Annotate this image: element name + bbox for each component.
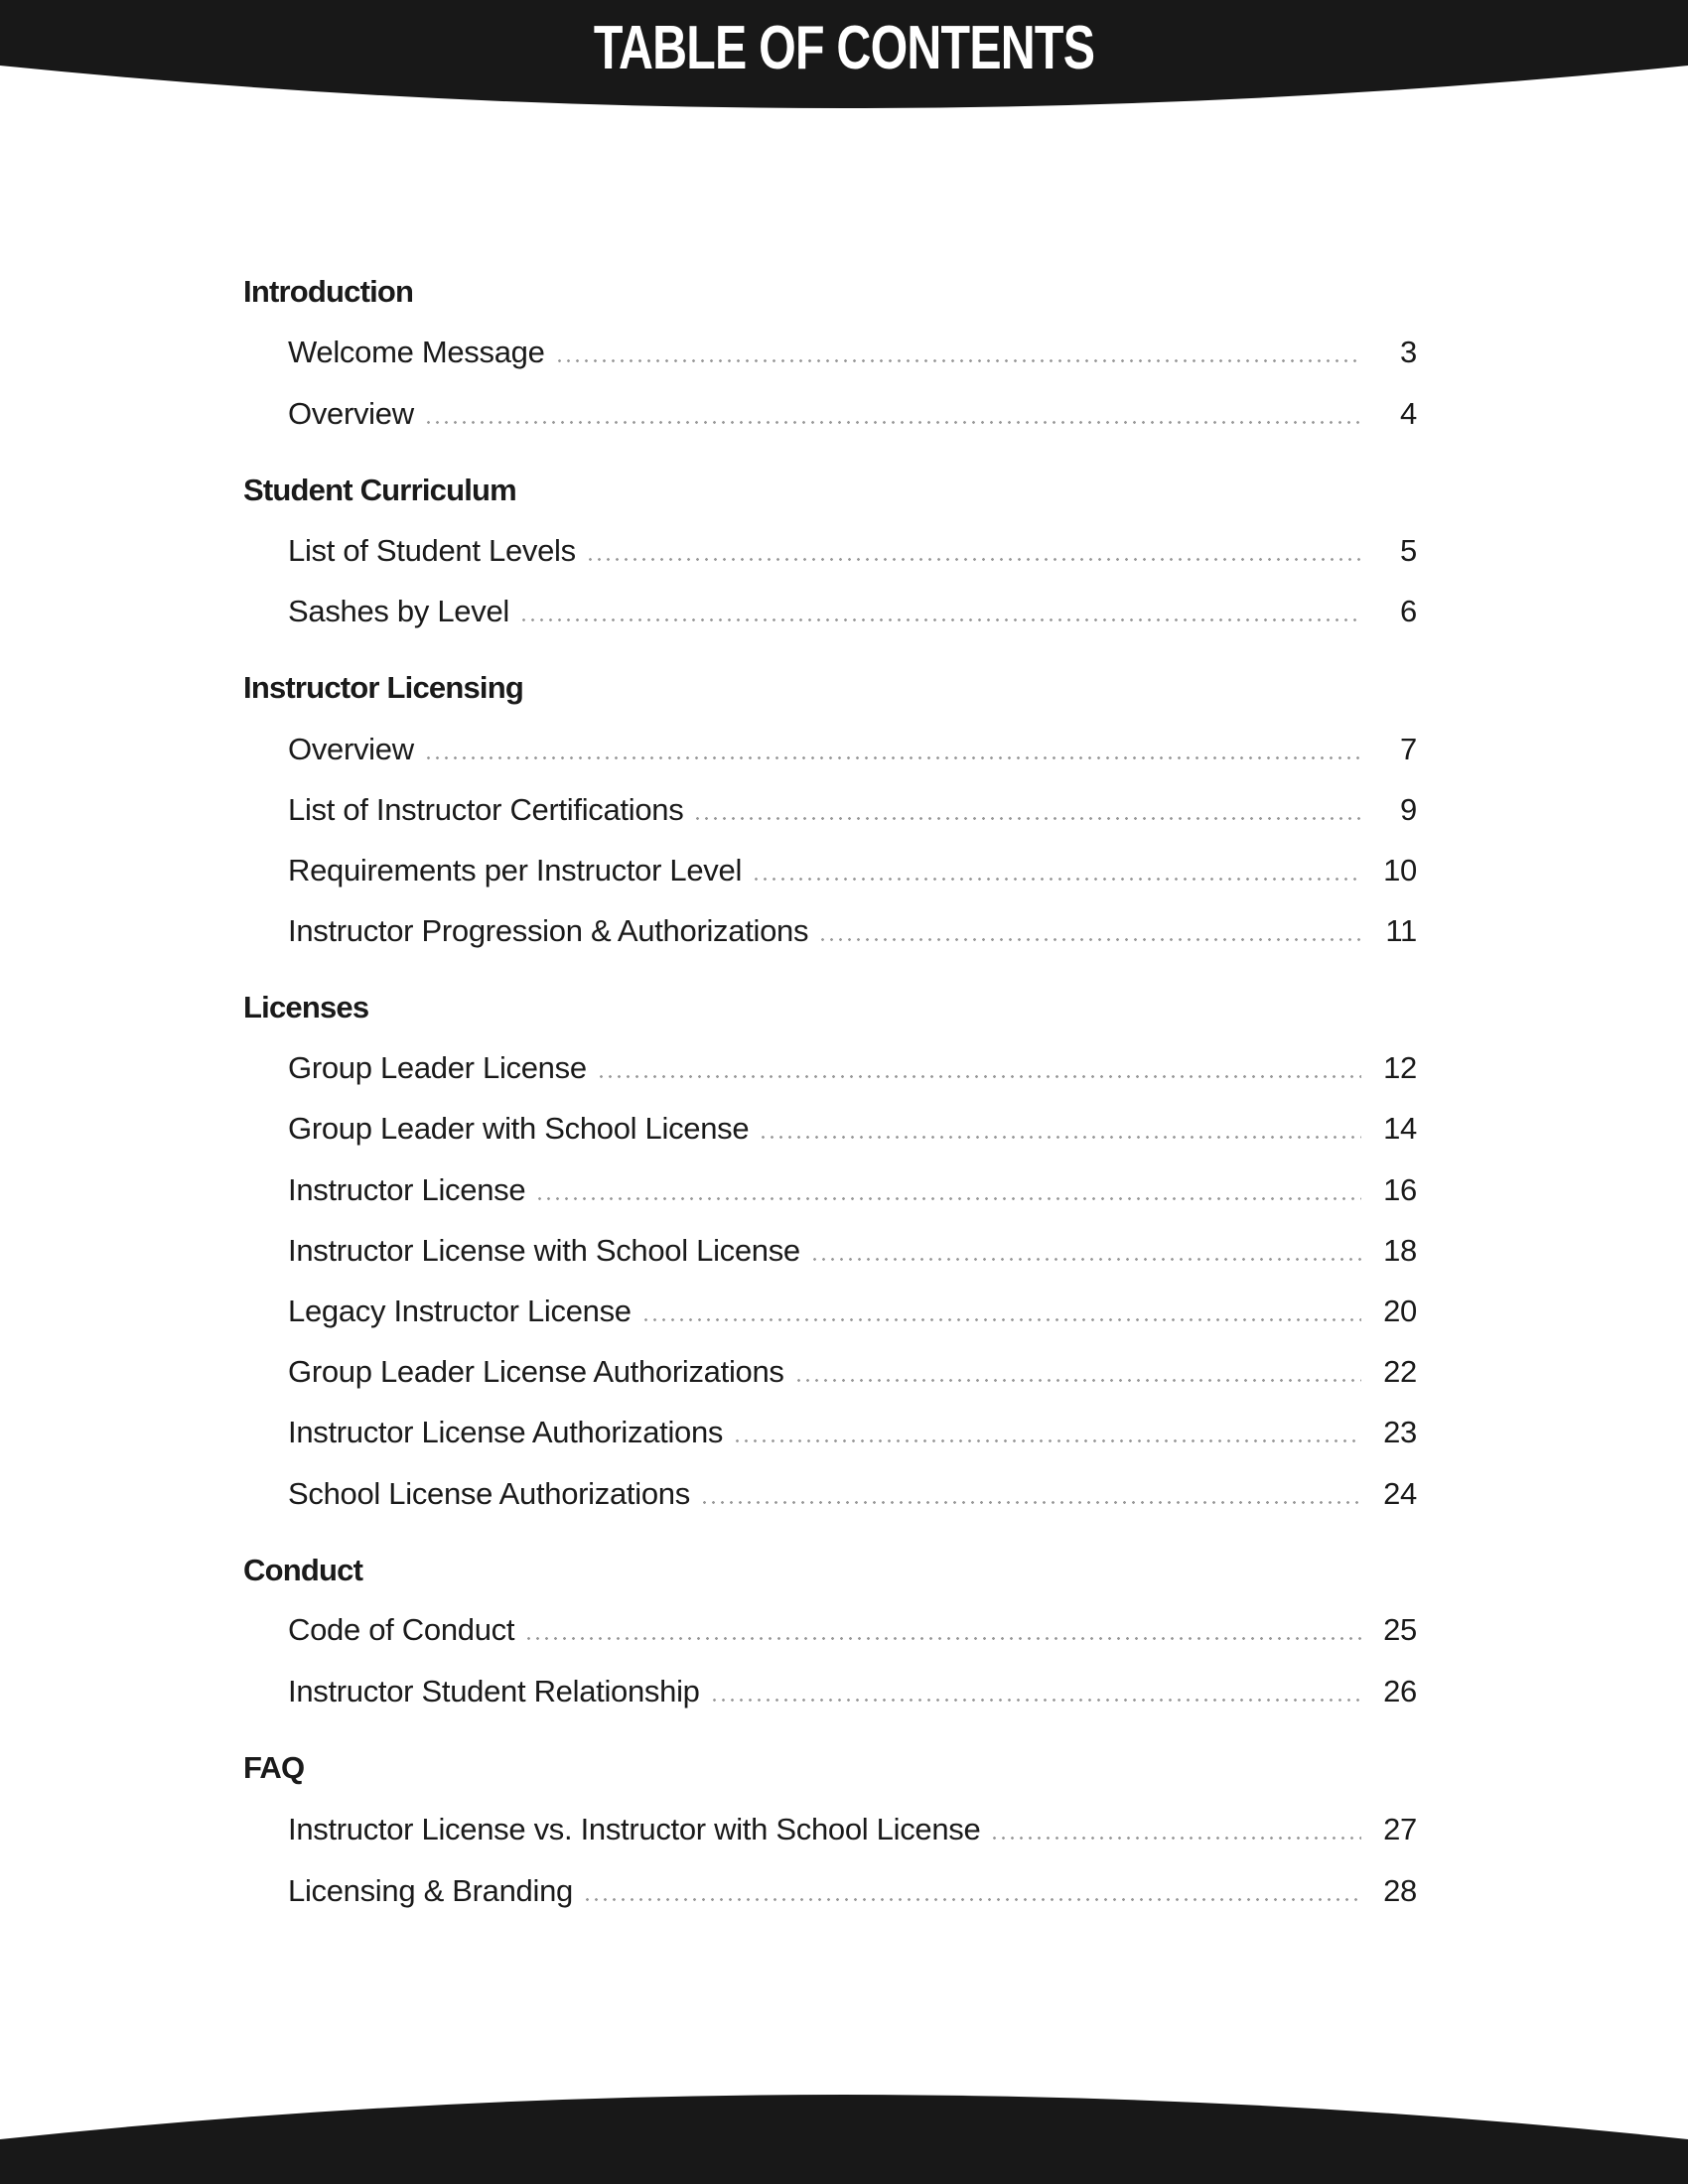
toc-entry[interactable] [288,911,1417,951]
dot-leader [641,1318,1361,1321]
toc-entry[interactable] [288,592,1417,631]
dot-leader [752,878,1361,881]
entry-page-number: 22 [1383,1354,1417,1389]
toc-entry[interactable] [288,851,1417,890]
toc-entry[interactable] [288,1474,1417,1514]
entry-label: Legacy Instructor License [288,1294,632,1328]
entry-label: School License Authorizations [288,1476,690,1511]
section-heading: Introduction [243,274,414,309]
entry-page-number: 11 [1385,913,1417,948]
section-heading: FAQ [243,1750,305,1785]
entry-page-number: 5 [1400,533,1417,568]
entry-page-number: 18 [1383,1233,1417,1268]
toc-entry[interactable] [288,1871,1417,1911]
toc-entry[interactable] [288,1413,1417,1452]
dot-leader [519,618,1361,621]
toc-entry[interactable] [288,1610,1417,1650]
entry-label: Sashes by Level [288,594,509,628]
dot-leader [759,1136,1361,1139]
entry-page-number: 16 [1383,1172,1417,1207]
entry-label: List of Student Levels [288,533,576,568]
entry-label: Group Leader License [288,1050,587,1085]
entry-label: Instructor License vs. Instructor with School License [288,1812,981,1846]
toc-entry[interactable] [288,790,1417,830]
entry-page-number: 26 [1383,1674,1417,1708]
dot-leader [990,1837,1361,1840]
entry-page-number: 6 [1400,594,1417,628]
toc-entry[interactable] [288,531,1417,571]
entry-label: Welcome Message [288,335,545,369]
page-title: TABLE OF CONTENTS [593,14,1095,82]
entry-label: Instructor Progression & Authorizations [288,913,809,948]
dot-leader [524,1637,1361,1640]
header-band [0,0,1688,111]
entry-page-number: 27 [1383,1812,1417,1846]
entry-label: Requirements per Instructor Level [288,853,743,887]
dot-leader [555,359,1361,362]
toc-entry[interactable] [288,1231,1417,1271]
toc-entry[interactable] [288,1292,1417,1331]
toc-entry[interactable] [288,1352,1417,1392]
dot-leader [810,1258,1361,1261]
entry-page-number: 10 [1383,853,1417,887]
entry-page-number: 24 [1383,1476,1417,1511]
toc-entry[interactable] [288,394,1417,434]
entry-label: Overview [288,396,414,431]
dot-leader [794,1379,1361,1382]
entry-label: Code of Conduct [288,1612,515,1647]
entry-page-number: 7 [1400,732,1417,766]
entry-page-number: 12 [1383,1050,1417,1085]
entry-page-number: 4 [1400,396,1417,431]
toc-entry[interactable] [288,1810,1417,1849]
dot-leader [424,756,1361,759]
footer-band-shape [0,2095,1688,2184]
toc-entry[interactable] [288,1109,1417,1149]
entry-label: Group Leader License Authorizations [288,1354,784,1389]
section-heading: Conduct [243,1553,363,1587]
dot-leader [535,1197,1361,1200]
toc-entry[interactable] [288,1048,1417,1088]
entry-page-number: 25 [1383,1612,1417,1647]
dot-leader [710,1699,1361,1702]
section-heading: Licenses [243,990,369,1024]
entry-label: List of Instructor Certifications [288,792,684,827]
dot-leader [693,817,1361,820]
dot-leader [586,558,1361,561]
dot-leader [700,1501,1361,1504]
entry-page-number: 3 [1400,335,1417,369]
entry-label: Instructor Student Relationship [288,1674,700,1708]
entry-label: Overview [288,732,414,766]
toc-entry[interactable] [288,730,1417,769]
toc-entry[interactable] [288,1170,1417,1210]
entry-page-number: 9 [1400,792,1417,827]
dot-leader [733,1439,1361,1442]
entry-page-number: 23 [1383,1415,1417,1449]
footer-band [0,2095,1688,2184]
toc-entry[interactable] [288,333,1417,372]
entry-page-number: 20 [1383,1294,1417,1328]
entry-label: Instructor License [288,1172,526,1207]
section-heading: Instructor Licensing [243,670,523,705]
entry-label: Group Leader with School License [288,1111,750,1146]
dot-leader [818,938,1361,941]
entry-label: Instructor License Authorizations [288,1415,724,1449]
section-heading: Student Curriculum [243,473,516,507]
dot-leader [424,421,1361,424]
entry-label: Instructor License with School License [288,1233,800,1268]
dot-leader [597,1075,1361,1078]
dot-leader [583,1898,1361,1901]
entry-page-number: 14 [1383,1111,1417,1146]
toc-entry[interactable] [288,1672,1417,1711]
entry-page-number: 28 [1383,1873,1417,1908]
entry-label: Licensing & Branding [288,1873,573,1908]
